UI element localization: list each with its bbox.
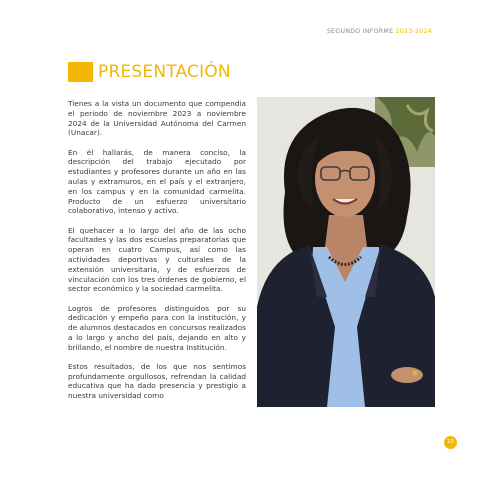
paragraph: Estos resultados, de los que nos sentimos profundamente orgullosos, refrendan la calidad educativa que ha dado presencia y prestigio a nuestra universidad como <box>68 361 246 401</box>
running-header <box>327 28 432 35</box>
paragraph: En él hallarás, de manera conciso, la descripción del trabajo ejecutado por estudiantes y profesores durante un año en las aulas y extramuros, en el país y el extranjero, en los campus y en la comunidad carmelita. Producto de un esfuerzo universitario colaborativo, intenso y activo. <box>68 147 246 216</box>
paragraph: El quehacer a lo largo del año de las ocho facultades y las dos escuelas preparatorias que operan en cuatro Campus, así como las actividades deportivas y culturales de la extensión universitaria, y de esfuerzos de vinculación con los tres órdenes de gobierno, el sector económico y la sociedad carmelita. <box>68 225 246 294</box>
report-label: SEGUNDO INFORME <box>326 28 394 35</box>
section-heading <box>68 61 231 83</box>
body-text <box>68 99 246 410</box>
hands <box>391 367 423 383</box>
section-title: PRESENTACIÓN <box>98 62 231 82</box>
portrait-photo <box>257 97 435 407</box>
paragraph: Tienes a la vista un documento que compendia el periodo de noviembre 2023 a noviembre 2024 de la Universidad Autónoma del Carmen (Unacar). <box>68 99 246 138</box>
title-accent-square <box>68 62 93 82</box>
portrait-illustration <box>257 97 435 407</box>
paragraph: Logros de profesores distinguidos por su dedicación y empeño para con la institución, y de alumnos destacados en concursos realizados a lo largo y ancho del país, dejando en alto y brillando, el nombre de nuestra Institución. <box>68 303 246 352</box>
page-number: 15 <box>444 436 457 449</box>
report-years: 2023-2024 <box>395 28 432 35</box>
